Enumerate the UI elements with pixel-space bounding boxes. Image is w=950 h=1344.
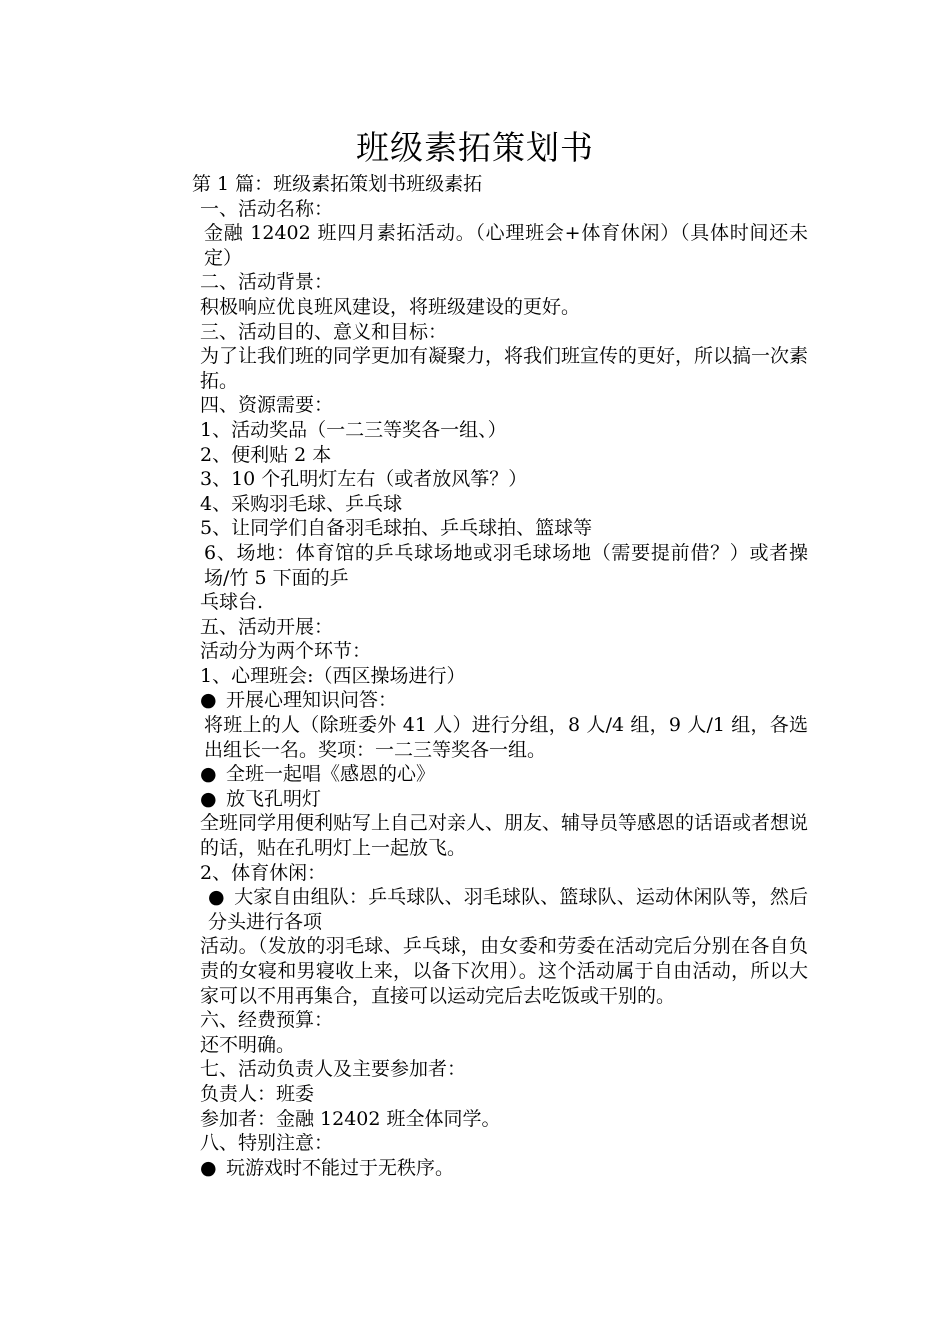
resource-item-6-continued: 乓球台. (200, 591, 264, 614)
resource-item-5: 5、让同学们自备羽毛球拍、乒乓球拍、篮球等 (200, 517, 593, 540)
activity-name-text: 金融 12402 班四月素拓活动。（心理班会+体育休闲）（具体时间还未定） (204, 222, 808, 269)
bullet-icon: ● (208, 886, 225, 909)
bullet-item-teams (146, 885, 808, 934)
section-heading-4: 四、资源需要： (200, 394, 334, 417)
bullet-icon: ● (200, 1156, 217, 1179)
teams-text: 活动。（发放的羽毛球、乒乓球，由女委和劳委在活动完后分别在各自负责的女寝和男寝收上来，以备下次用）。这个活动属于自由活动，所以大家可以不用再集合，直接可以运动完后去吃饭或干别的。 (200, 935, 808, 1007)
chapter-heading: 第 1 篇：班级素拓策划书班级素拓 (192, 173, 483, 195)
resource-item-4: 4、采购羽毛球、乒乓球 (200, 492, 403, 515)
bullet-icon: ● (200, 689, 217, 712)
document-title: 班级素拓策划书 (356, 128, 594, 167)
section-heading-5: 五、活动开展： (200, 615, 334, 638)
leader-text: 负责人：班委 (200, 1082, 315, 1105)
quiz-text: 将班上的人（除班委外 41 人）进行分组，8 人/4 组，9 人/1 组，各选出组长一名。奖项：一二三等奖各一组。 (204, 714, 808, 761)
resource-item-1: 1、活动奖品（一二三等奖各一组、） (200, 418, 507, 441)
background-text: 积极响应优良班风建设，将班级建设的更好。 (200, 295, 581, 318)
lantern-text: 全班同学用便利贴写上自己对亲人、朋友、辅导员等感恩的话语或者想说的话，贴在孔明灯上一起放飞。 (200, 812, 809, 860)
document-body (146, 172, 808, 1180)
participants-text: 参加者：金融 12402 班全体同学。 (200, 1107, 501, 1130)
purpose-text: 为了让我们班的同学更加有凝聚力，将我们班宣传的更好，所以搞一次素拓。 (200, 345, 809, 392)
resource-item-2: 2、便利贴 2 本 (200, 443, 332, 466)
section-heading-1: 一、活动名称： (200, 197, 334, 220)
bullet-item-song (146, 762, 808, 787)
bullet-label: 大家自由组队：乒乓球队、羽毛球队、篮球队、运动休闲队等，然后分头进行各项 (208, 886, 808, 933)
section-heading-7: 七、活动负责人及主要参加者： (200, 1058, 467, 1081)
bullet-label: 玩游戏时不能过于无秩序。 (226, 1156, 455, 1179)
activity-intro: 活动分为两个环节： (200, 640, 372, 663)
resource-item-6: 6、场地：体育馆的乒乓球场地或羽毛球场地（需要提前借？）或者操场/竹 5 下面的乒 (204, 541, 808, 589)
bullet-label: 放飞孔明灯 (226, 787, 322, 810)
part-1-heading: 1、心理班会:（西区操场进行） (200, 664, 466, 687)
section-heading-6: 六、经费预算： (200, 1009, 334, 1032)
bullet-item-lantern (146, 787, 808, 812)
bullet-item-notice (146, 1156, 808, 1181)
section-heading-3: 三、活动目的、意义和目标： (200, 320, 448, 343)
bullet-icon: ● (200, 787, 217, 810)
resource-item-3: 3、10 个孔明灯左右（或者放风筝？） (200, 468, 528, 491)
bullet-item-quiz (146, 688, 808, 713)
section-heading-2: 二、活动背景： (200, 271, 334, 294)
bullet-label: 全班一起唱《感恩的心》 (226, 763, 436, 786)
section-heading-8: 八、特别注意： (200, 1132, 334, 1155)
budget-text: 还不明确。 (200, 1033, 296, 1056)
bullet-label: 开展心理知识问答： (226, 689, 398, 712)
part-2-heading: 2、体育休闲： (200, 861, 327, 884)
bullet-icon: ● (200, 763, 217, 786)
